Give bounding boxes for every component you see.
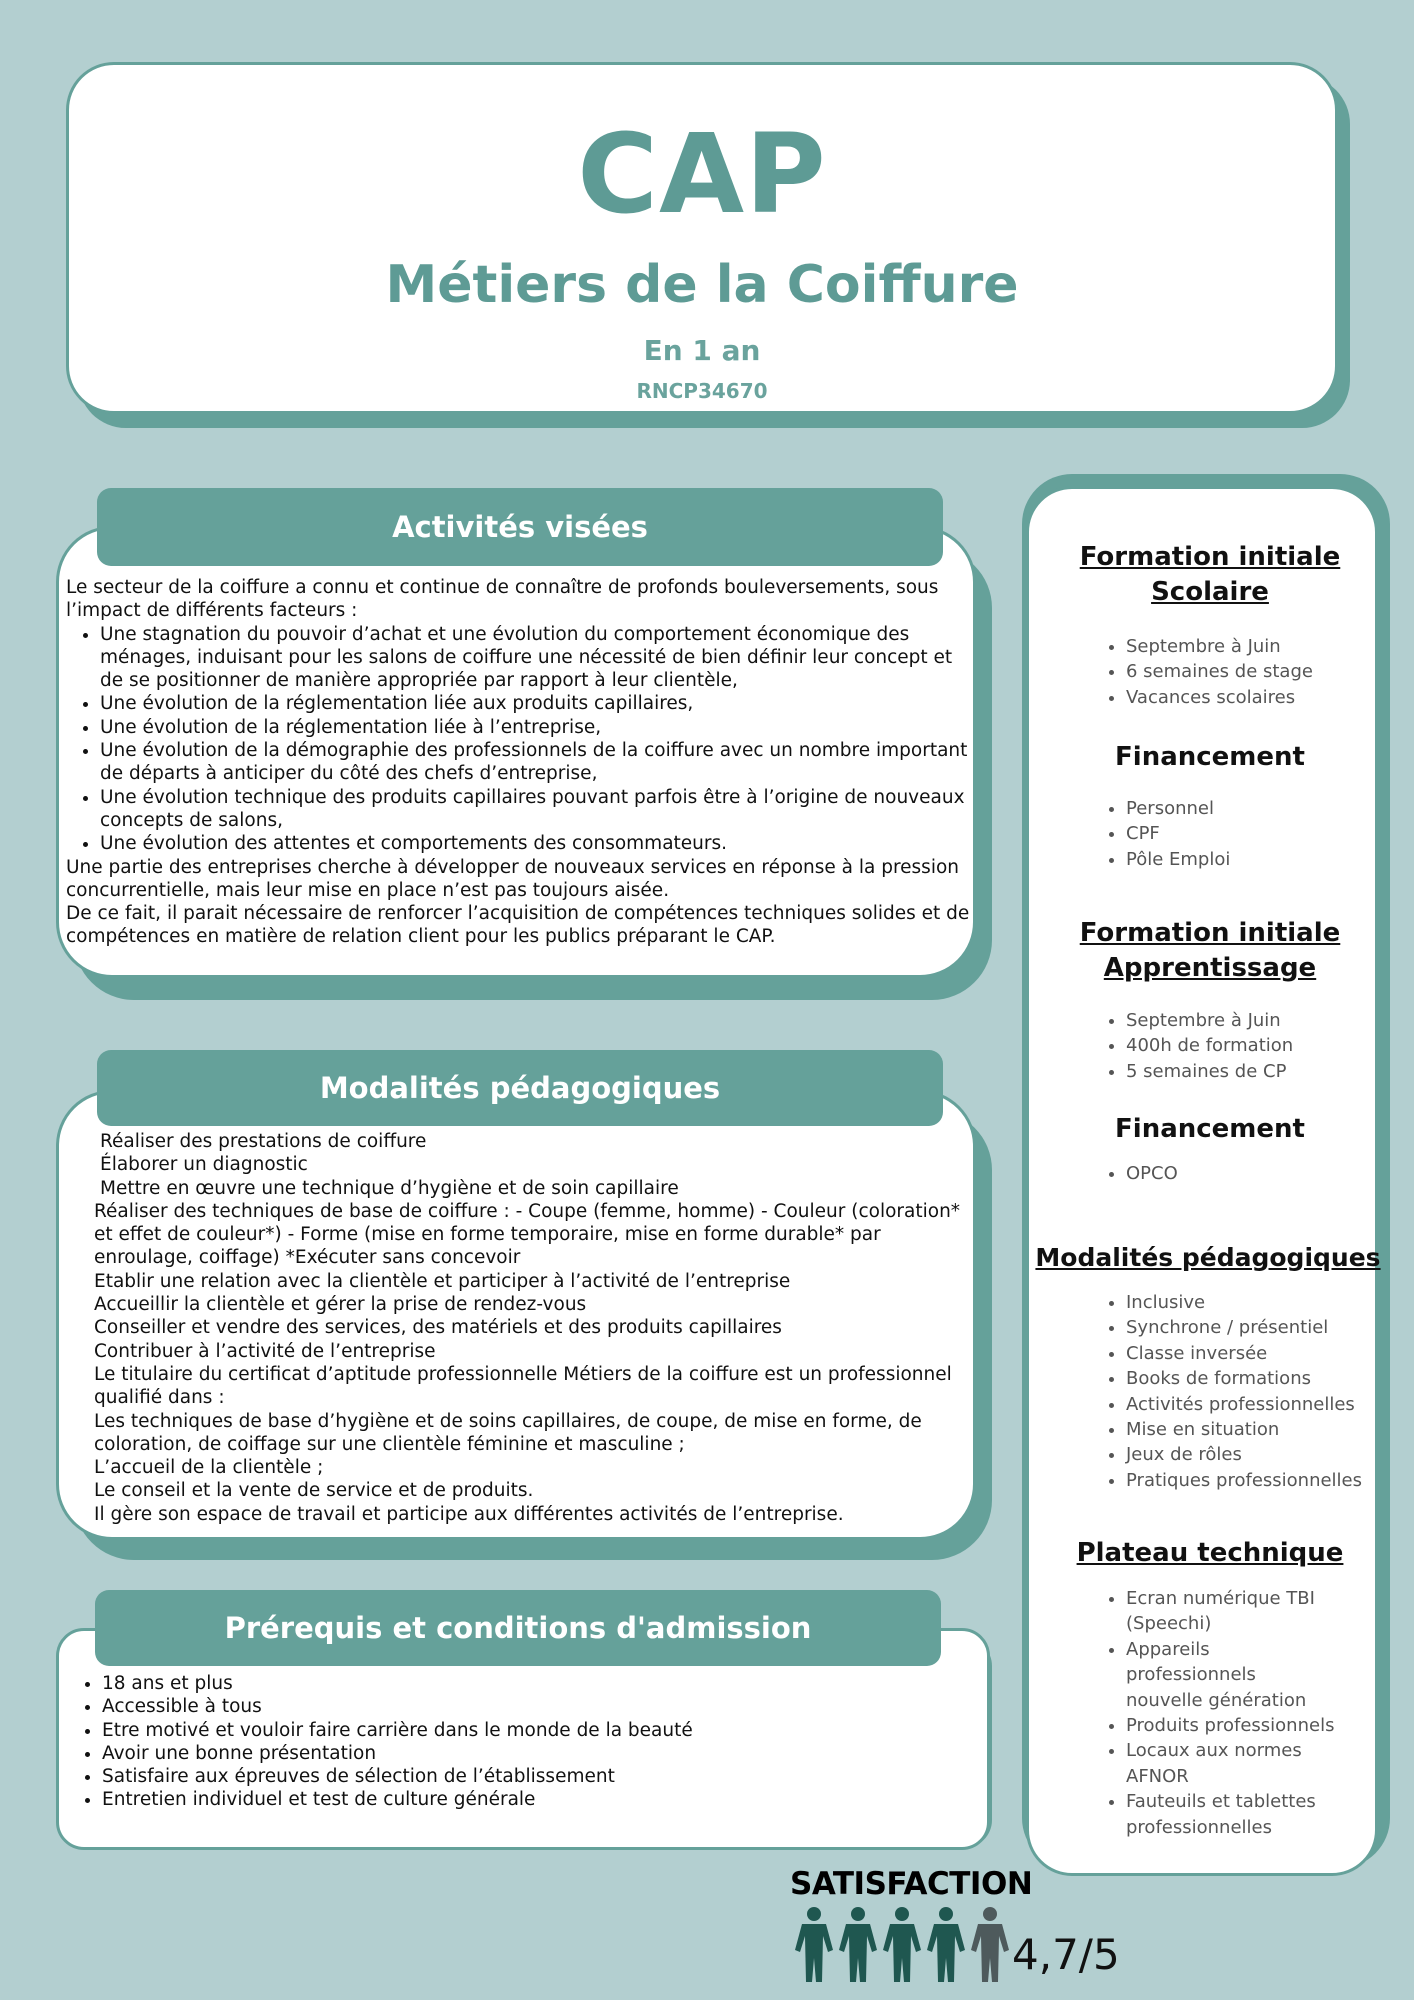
modalites-line: Etablir une relation avec la clientèle et participer à l’activité de l’entreprise — [94, 1270, 791, 1292]
page-title: CAP — [577, 110, 827, 238]
list-item: • Synchrone / présentiel — [1126, 1315, 1396, 1340]
activites-intro: Le secteur de la coiffure a connu et continue de connaître de profonds bouleversements, sous l’impact de différents facteurs : — [66, 577, 939, 622]
rncp-code: RNCP34670 — [636, 379, 768, 404]
prerequis-heading: Prérequis et conditions d'admission — [95, 1590, 941, 1666]
list-item: • Activités professionnelles — [1126, 1392, 1396, 1417]
list-item: • Ecran numérique TBI (Speechi) — [1126, 1586, 1336, 1637]
sidebar-heading-apprentissage: Formation initiale Apprentissage — [1079, 918, 1341, 983]
satisfaction-people-rating — [794, 1906, 1014, 1986]
list-item: • Une évolution de la réglementation liée à l’entreprise, — [100, 716, 972, 739]
person-icon — [795, 1907, 833, 1982]
list-item: • Une évolution des attentes et comportements des consommateurs. — [100, 832, 972, 855]
list-item: • Mise en situation — [1126, 1417, 1396, 1442]
person-icon — [927, 1907, 965, 1982]
list-item: • Books de formations — [1126, 1366, 1396, 1391]
activites-para: Une partie des entreprises cherche à développer de nouveaux services en réponse à la pression concurrentielle, mais leur mise en place n’est pas toujours aisée. — [66, 856, 960, 901]
list-item: • Une stagnation du pouvoir d’achat et une évolution du comportement économique des ménages, induisant pour les salons de coiffure une nécessité de bien définir leur concept et de se positionner de manière appropriée par rapport à leur clientèle, — [100, 623, 972, 693]
sidebar-list-scolaire — [1090, 634, 1396, 710]
list-item: • 5 semaines de CP — [1126, 1059, 1396, 1084]
sidebar-list-apprentissage — [1090, 1008, 1396, 1084]
list-item: • Classe inversée — [1126, 1341, 1396, 1366]
sidebar-list-financement — [1090, 796, 1396, 872]
list-item: • 18 ans et plus — [102, 1672, 968, 1695]
sidebar-heading-scolaire: Formation initiale Scolaire — [1079, 542, 1341, 607]
person-icon — [839, 1907, 877, 1982]
list-item: • Personnel — [1126, 796, 1396, 821]
modalites-heading: Modalités pédagogiques — [97, 1050, 943, 1126]
modalites-line: Accueillir la clientèle et gérer la prise de rendez-vous — [94, 1294, 587, 1316]
list-item: • CPF — [1126, 821, 1396, 846]
sidebar-heading-modalites: Modalités pédagogiques — [1035, 1243, 1381, 1272]
modalites-body — [94, 1130, 974, 1526]
prerequis-body — [68, 1672, 968, 1812]
modalites-line: Il gère son espace de travail et participe aux différentes activités de l’entreprise. — [94, 1503, 844, 1525]
modalites-line: L’accueil de la clientèle ; — [94, 1457, 324, 1479]
activites-body — [66, 576, 972, 949]
modalites-line: Le titulaire du certificat d’aptitude professionnelle Métiers de la coiffure est un professionnel qualifié dans : — [94, 1363, 952, 1409]
sidebar-list-modalites — [1090, 1290, 1396, 1493]
page-subtitle: Métiers de la Coiffure — [385, 255, 1019, 315]
list-item: • Pôle Emploi — [1126, 847, 1396, 872]
person-icon — [971, 1907, 1009, 1982]
list-item: • Fauteuils et tablettes professionnelles — [1126, 1789, 1336, 1840]
modalites-line: Le conseil et la vente de service et de produits. — [94, 1480, 534, 1502]
list-item: • Satisfaire aux épreuves de sélection de l’établissement — [102, 1765, 968, 1788]
duration: En 1 an — [643, 334, 761, 368]
list-item: • 400h de formation — [1126, 1033, 1396, 1058]
modalites-line: Les techniques de base d’hygiène et de soins capillaires, de coupe, de mise en forme, de coloration, de coiffage sur une clientèle féminine et masculine ; — [94, 1410, 922, 1455]
prerequis-list — [68, 1672, 968, 1812]
list-item: • Septembre à Juin — [1126, 634, 1396, 659]
list-item: • Appareils professionnels nouvelle génération — [1126, 1637, 1336, 1713]
modalites-line: Réaliser des techniques de base de coiffure : - Coupe (femme, homme) - Couleur (coloration* et effet de couleur*) - Forme (mise en forme temporaire, mise en forme durable* par enroulage, coiffage) *Exécuter sans concevoir — [94, 1200, 961, 1269]
list-item: • Inclusive — [1126, 1290, 1396, 1315]
list-item: • Entretien individuel et test de culture générale — [102, 1788, 968, 1811]
sidebar-heading-financement: Financement — [1115, 1114, 1305, 1144]
list-item: • Une évolution de la démographie des professionnels de la coiffure avec un nombre important de départs à anticiper du côté des chefs d’entreprise, — [100, 739, 972, 786]
list-item: • Une évolution de la réglementation liée aux produits capillaires, — [100, 692, 972, 715]
list-item: • Jeux de rôles — [1126, 1442, 1396, 1467]
satisfaction-label: SATISFACTION — [790, 1866, 1033, 1902]
modalites-line: Contribuer à l’activité de l’entreprise — [94, 1340, 436, 1362]
list-item: • Etre motivé et vouloir faire carrière dans le monde de la beauté — [102, 1719, 968, 1742]
list-item: • OPCO — [1126, 1161, 1396, 1186]
list-item: • Avoir une bonne présentation — [102, 1742, 968, 1765]
list-item: • 6 semaines de stage — [1126, 659, 1396, 684]
list-item: • Produits professionnels — [1126, 1713, 1336, 1738]
activites-list — [66, 623, 972, 856]
list-item: • Accessible à tous — [102, 1695, 968, 1718]
activites-heading: Activités visées — [97, 488, 943, 566]
modalites-line: Élaborer un diagnostic — [100, 1154, 308, 1176]
satisfaction-score: 4,7/5 — [1012, 1930, 1120, 1979]
list-item: • Une évolution technique des produits capillaires pouvant parfois être à l’origine de nouveaux concepts de salons, — [100, 786, 972, 833]
modalites-line: Réaliser des prestations de coiffure — [100, 1131, 427, 1152]
modalites-line: Conseiller et vendre des services, des matériels et des produits capillaires — [94, 1317, 782, 1339]
sidebar-list-plateau — [1090, 1586, 1336, 1840]
person-icon — [883, 1907, 921, 1982]
list-item: • Septembre à Juin — [1126, 1008, 1396, 1033]
sidebar-heading-financement: Financement — [1115, 742, 1305, 772]
list-item: • Pratiques professionnelles — [1126, 1468, 1396, 1493]
activites-para: De ce fait, il parait nécessaire de renforcer l’acquisition de compétences techniques solides et de compétences en matière de relation client pour les publics préparant le CAP. — [66, 903, 970, 948]
sidebar-list-financement — [1090, 1161, 1396, 1186]
list-item: • Vacances scolaires — [1126, 685, 1396, 710]
list-item: • Locaux aux normes AFNOR — [1126, 1738, 1336, 1789]
sidebar-heading-plateau: Plateau technique — [1076, 1538, 1344, 1568]
header-card — [66, 62, 1338, 414]
modalites-line: Mettre en œuvre une technique d’hygiène et de soin capillaire — [100, 1177, 679, 1199]
